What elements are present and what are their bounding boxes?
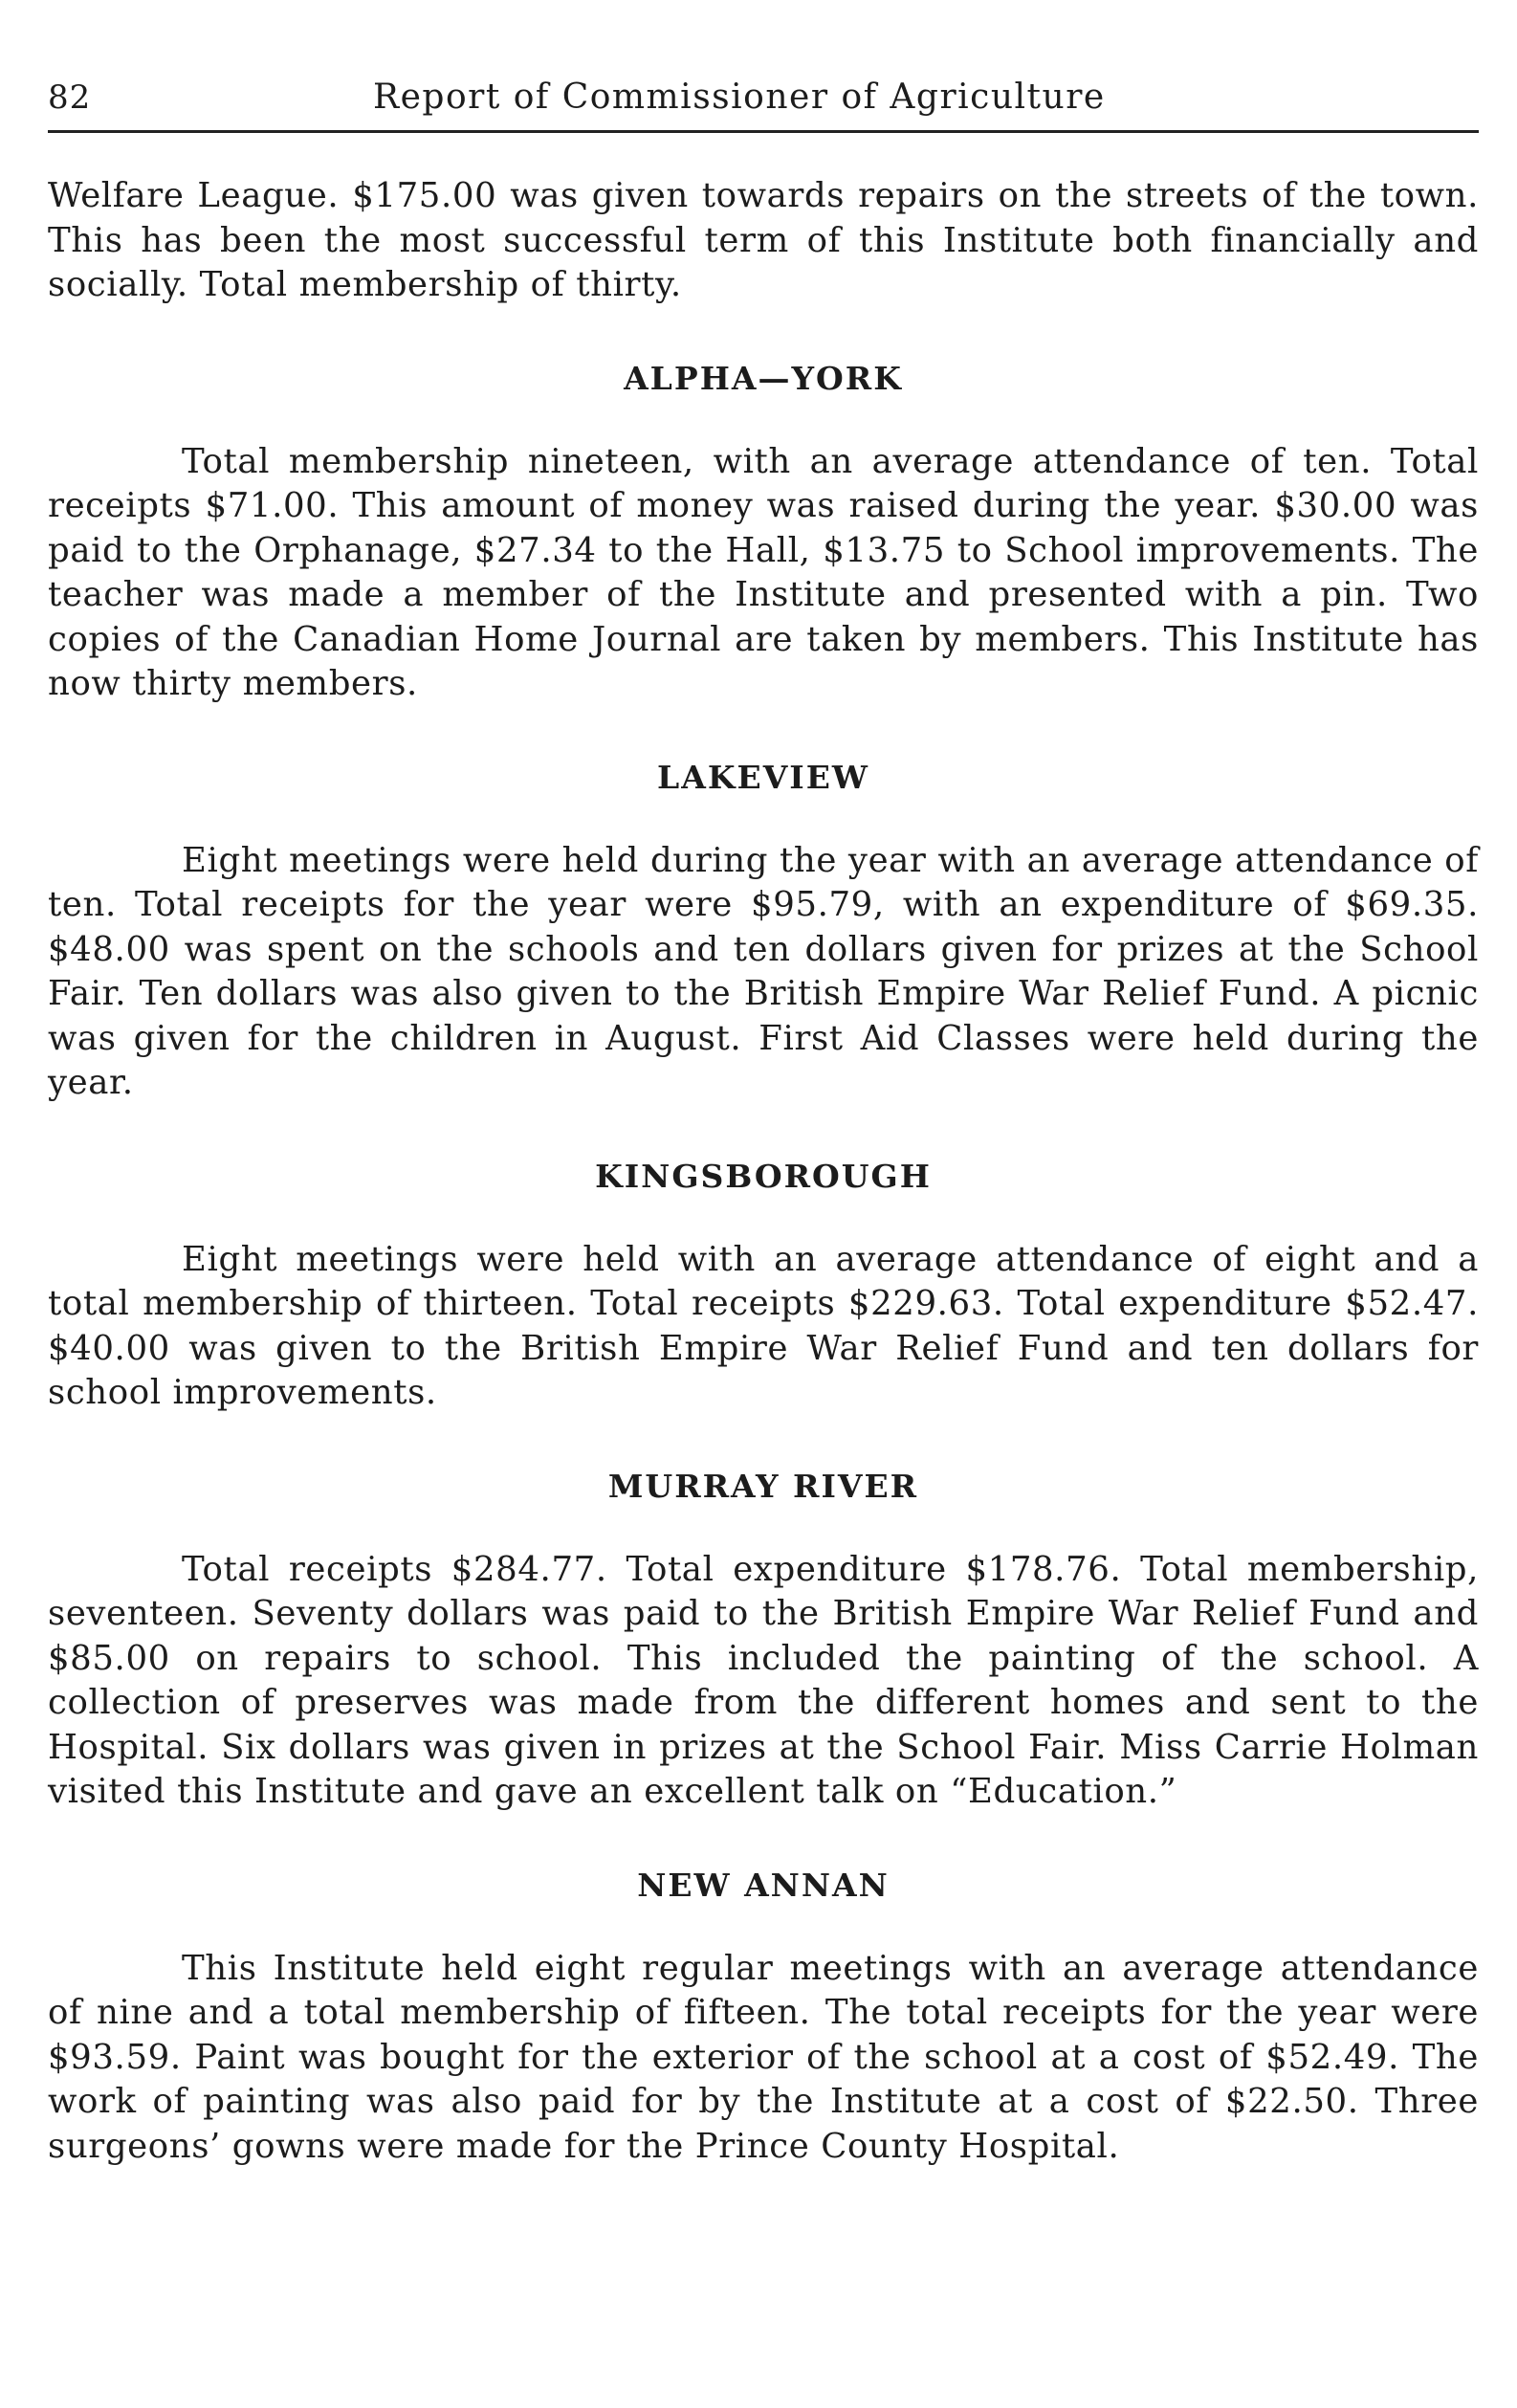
section-paragraph-kingsborough: Eight meetings were held with an average attendance of eight and a total membership of thirteen. Total receipts $229.63. Total expenditure $52.47. $40.00 was given to the British Empire War Relief Fund and ten dollars for school improvements. (48, 1239, 1479, 1412)
running-head: Report of Commissioner of Agriculture (373, 77, 1106, 117)
page-number: 82 (48, 78, 92, 117)
section-heading-kingsborough: KINGSBOROUGH (595, 1157, 932, 1195)
page-header (48, 78, 1479, 136)
section-heading-lakeview: LAKEVIEW (657, 758, 869, 796)
page-body (48, 174, 1479, 2169)
section-paragraph-murray-river: Total receipts $284.77. Total expenditure $178.76. Total membership, seventeen. Seventy dollars was paid to the British Empire War Relief Fund and $85.00 on repairs to school. This included the painting of the school. A collection of preserves was made from the different homes and sent to the Hospital. Six dollars was given in prizes at the School Fair. Miss Carrie Holman visited this Institute and gave an excellent talk on “Education.” (48, 1549, 1479, 1811)
section-paragraph-alpha-york: Total membership nineteen, with an average attendance of ten. Total receipts $71.00. This amount of money was raised during the year. $30.00 was paid to the Orphanage, $27.34 to the Hall, $13.75 to School improvements. The teacher was made a member of the Institute and presented with a pin. Two copies of the Canadian Home Journal are taken by members. This Institute has now thirty members. (48, 441, 1479, 703)
section-heading-alpha-york: ALPHA—YORK (624, 359, 903, 397)
intro-paragraph: Welfare League. $175.00 was given towards repairs on the streets of the town. This has been the most successful term of this Institute both financially and socially. Total membership of thirty. (48, 176, 1479, 304)
section-paragraph-new-annan: This Institute held eight regular meetings with an average attendance of nine and a total membership of fifteen. The total receipts for the year were $93.59. Paint was bought for the exterior of the school at a cost of $52.49. The work of painting was also paid for by the Institute at a cost of $22.50. Three surgeons’ gowns were made for the Prince County Hospital. (48, 1948, 1479, 2166)
section-paragraph-lakeview: Eight meetings were held during the year with an average attendance of ten. Total receipts for the year were $95.79, with an expenditure of $69.35. $48.00 was spent on the schools and ten dollars given for prizes at the School Fair. Ten dollars was also given to the British Empire War Relief Fund. A picnic was given for the children in August. First Aid Classes were held during the year. (48, 840, 1479, 1102)
header-rule (48, 130, 1479, 133)
section-heading-new-annan: NEW ANNAN (637, 1866, 890, 1904)
section-heading-murray-river: MURRAY RIVER (607, 1467, 919, 1505)
